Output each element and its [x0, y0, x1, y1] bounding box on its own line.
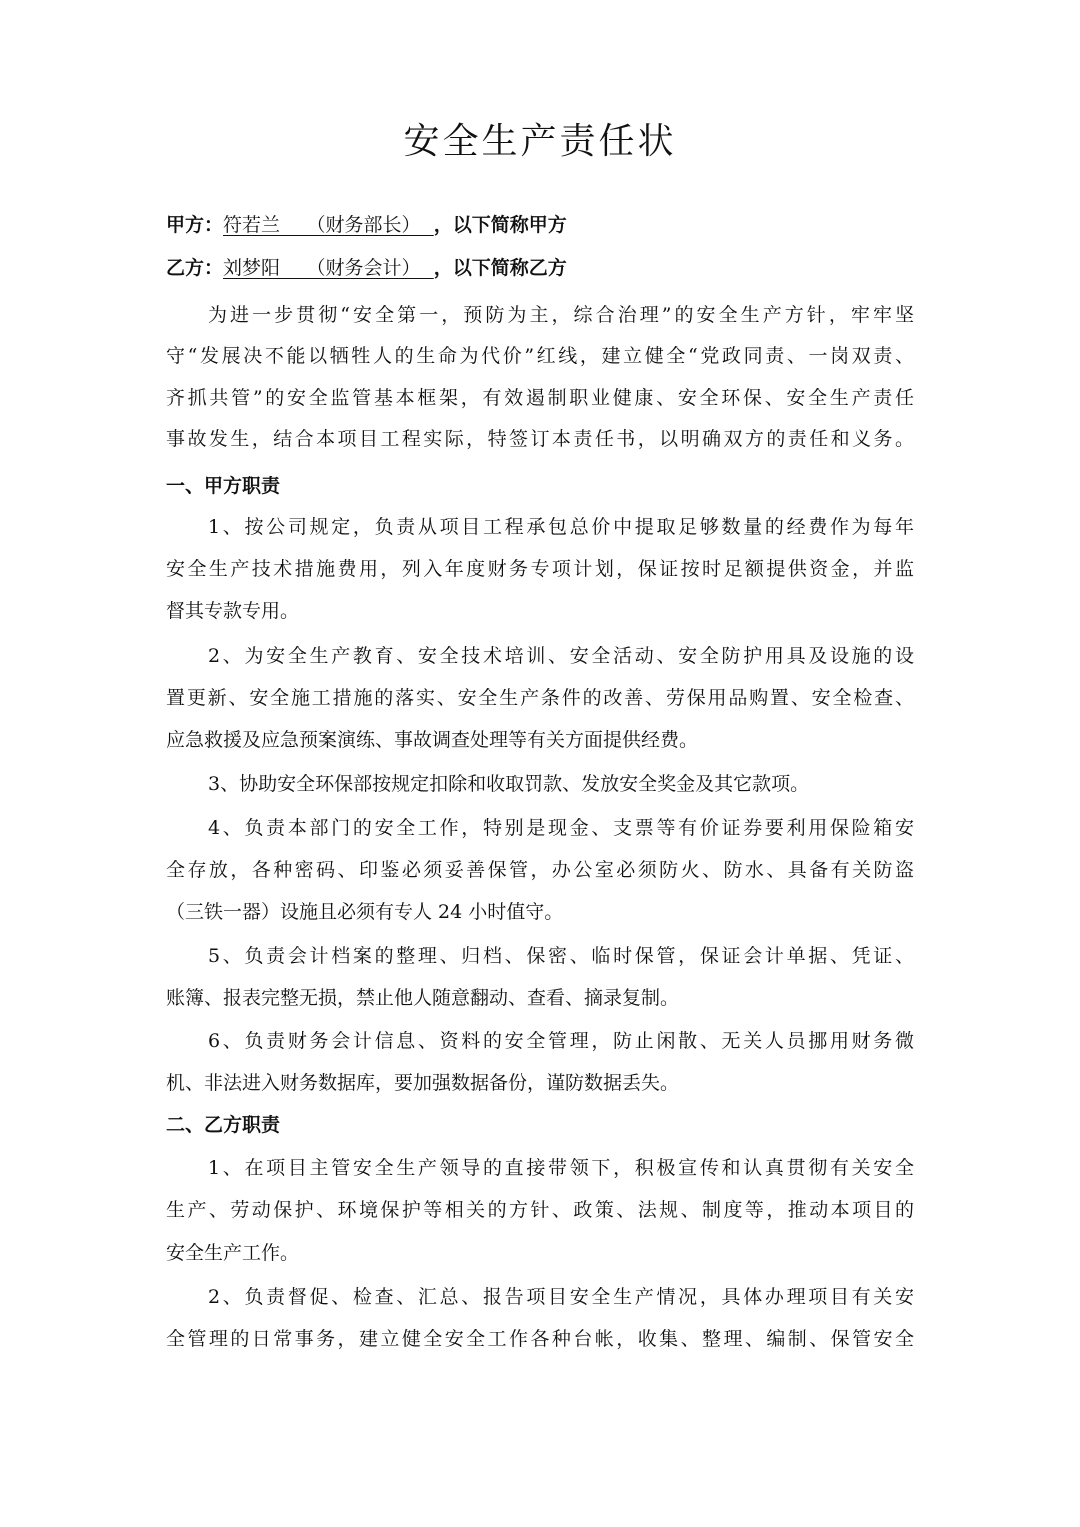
party-b-line: [166, 253, 567, 283]
section-a-item-1-line: 1、按公司规定，负责从项目工程承包总价中提取足够数量的经费作为每年: [208, 516, 914, 538]
party-b-suffix: ，以下简称乙方: [433, 257, 567, 279]
section-b-item-1-line: 生产、劳动保护、环境保护等相关的方针、政策、法规、制度等，推动本项目的: [166, 1199, 914, 1221]
section-b-item-1-line: 1、在项目主管安全生产领导的直接带领下，积极宣传和认真贯彻有关安全: [208, 1157, 914, 1179]
party-a-name: 符若兰: [223, 214, 281, 236]
party-a-role: （财务部长）: [306, 214, 421, 236]
party-b-name: 刘梦阳: [223, 257, 281, 279]
intro-line: 事故发生，结合本项目工程实际，特签订本责任书，以明确双方的责任和义务。: [166, 428, 914, 450]
party-a-line: [166, 210, 567, 240]
section-a-item-5-line: 账簿、报表完整无损，禁止他人随意翻动、查看、摘录复制。: [166, 987, 680, 1009]
party-a-prefix: 甲方：: [166, 214, 224, 236]
section-a-item-2-line: 置更新、安全施工措施的落实、安全生产条件的改善、劳保用品购置、安全检查、: [166, 687, 914, 709]
section-b-item-2-line: 2、负责督促、检查、汇总、报告项目安全生产情况，具体办理项目有关安: [208, 1286, 914, 1308]
party-a-suffix: ，以下简称甲方: [433, 214, 567, 236]
party-b-prefix: 乙方：: [166, 257, 224, 279]
document-title: 安全生产责任状: [403, 121, 677, 162]
party-a-underlined: [223, 214, 434, 236]
section-a-item-4-line: （三铁一器）设施且必须有专人 24 小时值守。: [166, 901, 564, 923]
section-a-item-3-line: 3、协助安全环保部按规定扣除和收取罚款、发放安全奖金及其它款项。: [208, 773, 810, 795]
section-a-item-6-line: 6、负责财务会计信息、资料的安全管理，防止闲散、无关人员挪用财务微: [208, 1030, 914, 1052]
section-a-item-4-line: 4、负责本部门的安全工作，特别是现金、支票等有价证券要利用保险箱安: [208, 817, 914, 839]
intro-line: 为进一步贯彻“安全第一，预防为主，综合治理”的安全生产方针，牢牢坚: [208, 304, 914, 326]
section-a-heading: 一、甲方职责: [166, 475, 281, 497]
section-b-heading: 二、乙方职责: [166, 1114, 281, 1136]
intro-line: 齐抓共管”的安全监管基本框架，有效遏制职业健康、安全环保、安全生产责任: [166, 387, 914, 409]
party-b-underlined: [223, 257, 434, 279]
section-b-item-1-line: 安全生产工作。: [166, 1242, 300, 1264]
section-a-item-2-line: 应急救援及应急预案演练、事故调查处理等有关方面提供经费。: [166, 729, 699, 751]
section-a-item-1-line: 安全生产技术措施费用，列入年度财务专项计划，保证按时足额提供资金，并监: [166, 558, 914, 580]
party-b-role: （财务会计）: [306, 257, 421, 279]
section-a-item-1-line: 督其专款专用。: [166, 600, 300, 622]
section-a-item-5-line: 5、负责会计档案的整理、归档、保密、临时保管，保证会计单据、凭证、: [208, 945, 914, 967]
section-a-item-4-line: 全存放，各种密码、印鉴必须妥善保管，办公室必须防火、防水、具备有关防盗: [166, 859, 914, 881]
intro-line: 守“发展决不能以牺牲人的生命为代价”红线，建立健全“党政同责、一岗双责、: [166, 345, 914, 367]
section-a-item-2-line: 2、为安全生产教育、安全技术培训、安全活动、安全防护用具及设施的设: [208, 645, 914, 667]
section-b-item-2-line: 全管理的日常事务，建立健全安全工作各种台帐，收集、整理、编制、保管安全: [166, 1328, 914, 1350]
section-a-item-6-line: 机、非法进入财务数据库，要加强数据备份，谨防数据丢失。: [166, 1072, 680, 1094]
